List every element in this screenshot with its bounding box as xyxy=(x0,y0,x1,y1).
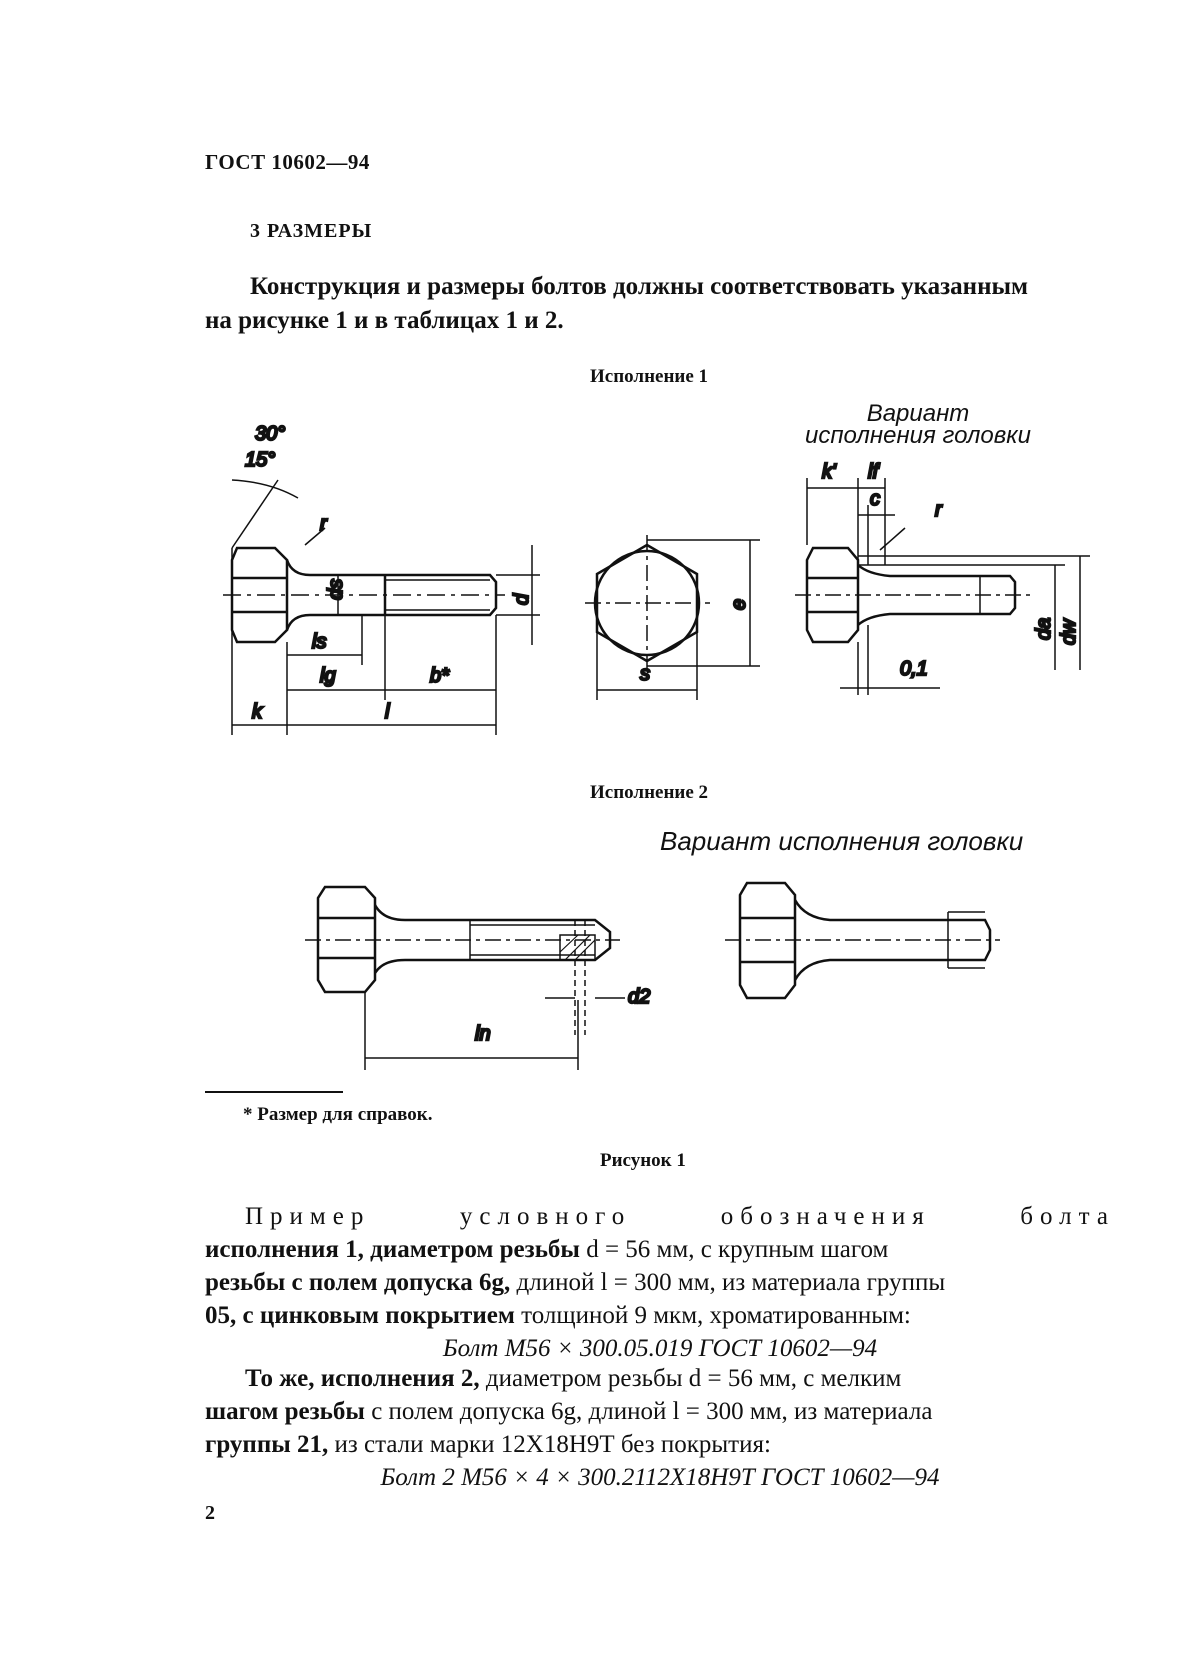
corner-width-label: e xyxy=(728,598,750,610)
radius-label: r xyxy=(320,513,327,535)
k-prime-label: k' xyxy=(822,461,836,483)
bold-text: исполнения 1, диаметром резьбы xyxy=(205,1236,580,1263)
head-variant-view-1 xyxy=(795,478,1090,695)
bold-text: 05, с цинковым покрытием xyxy=(205,1302,515,1329)
angle-30-label: 30° xyxy=(255,423,286,445)
example-2-line xyxy=(205,1428,1115,1461)
bolt-exec1-side-view xyxy=(223,480,540,735)
example-1-line xyxy=(205,1233,1115,1266)
text: длиной l = 300 мм, из материала группы xyxy=(510,1269,946,1296)
head-variant-caption-2: Вариант исполнения головки xyxy=(660,826,1024,856)
bolt-exec2-side-view xyxy=(305,887,625,1070)
d2-label: d2 xyxy=(628,986,651,1008)
execution-2-label: Исполнение 2 xyxy=(590,782,709,803)
length-label: l xyxy=(385,701,390,723)
c-label: c xyxy=(870,488,880,510)
head-variant-view-2 xyxy=(725,883,1000,998)
execution-1-label: Исполнение 1 xyxy=(590,366,709,387)
example-2-line xyxy=(205,1362,1115,1395)
bold-text: резьбы с полем допуска 6g, xyxy=(205,1269,511,1296)
intro-line-2: на рисунке 1 и в таблицах 1 и 2. xyxy=(205,307,564,334)
footnote: * Размер для справок. xyxy=(243,1104,433,1125)
da-label: da xyxy=(1033,617,1055,640)
text: d = 56 мм, с крупным шагом xyxy=(579,1236,889,1263)
example-2-line xyxy=(205,1395,1115,1428)
thread-diameter-label: d xyxy=(511,593,533,605)
lf-label: lf xyxy=(868,461,878,483)
dw-label: dw xyxy=(1058,619,1080,645)
section-title: 3 РАЗМЕРЫ xyxy=(250,220,373,242)
example-2-designation: Болт 2 М56 × 4 × 300.2112Х18Н9Т ГОСТ 10602—94 xyxy=(380,1464,940,1491)
intro-line-1: Конструкция и размеры болтов должны соответствовать указанным xyxy=(250,273,1029,300)
text: с полем допуска 6g, длиной l = 300 мм, из материала xyxy=(364,1398,933,1425)
variant-caption-line-1: Вариант xyxy=(866,400,970,427)
example-1-line xyxy=(205,1266,1115,1299)
angle-15-label: 15° xyxy=(245,449,276,471)
radius-variant-label: r xyxy=(935,499,942,521)
text: диаметром резьбы d = 56 мм, с мелким xyxy=(479,1365,902,1392)
heading-word: болта xyxy=(1020,1203,1115,1230)
bold-text: группы 21, xyxy=(205,1431,329,1458)
heading-word: обозначения xyxy=(720,1203,931,1230)
example-1-designation: Болт М56 × 300.05.019 ГОСТ 10602—94 xyxy=(442,1335,878,1362)
thread-length-label: b* xyxy=(430,665,449,687)
standard-number: ГОСТ 10602—94 xyxy=(205,150,370,174)
bold-text: шагом резьбы xyxy=(205,1398,365,1425)
figure-caption: Рисунок 1 xyxy=(600,1150,686,1171)
head-height-label: k xyxy=(252,701,262,723)
page-number: 2 xyxy=(205,1502,215,1524)
ls-label: ls xyxy=(312,631,327,653)
clearance-label: 0,1 xyxy=(900,658,928,680)
text: толщиной 9 мкм, хроматированным: xyxy=(514,1302,911,1329)
ln-label: ln xyxy=(475,1023,491,1045)
text: из стали марки 12Х18Н9Т без покрытия: xyxy=(328,1431,771,1458)
footnote-rule xyxy=(205,1091,343,1093)
example-1-heading xyxy=(205,1200,1115,1233)
lg-label: lg xyxy=(320,665,336,687)
variant-caption-line-2: исполнения головки xyxy=(805,422,1031,449)
shank-diameter-label: ds xyxy=(325,578,347,600)
across-flats-label: s xyxy=(640,663,650,685)
example-1-line xyxy=(205,1299,1115,1332)
hex-head-end-view xyxy=(585,535,760,700)
heading-word: Пример xyxy=(245,1203,371,1230)
bold-text: То же, исполнения 2, xyxy=(245,1365,480,1392)
heading-word: условного xyxy=(459,1203,632,1230)
example-2-paragraph xyxy=(205,1362,1115,1494)
example-1-paragraph xyxy=(205,1200,1115,1365)
